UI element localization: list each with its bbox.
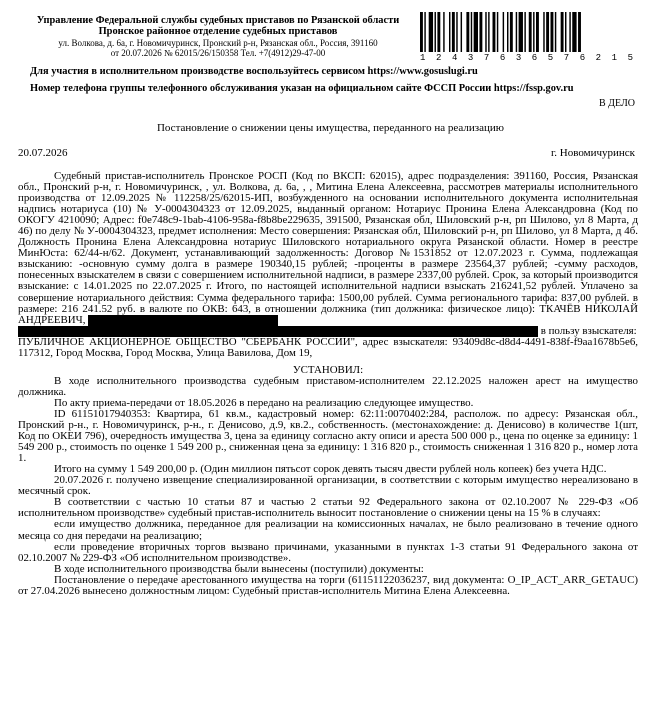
barcode-bar — [452, 12, 455, 52]
barcode-bar — [471, 12, 472, 52]
paragraph-10: Постановление о передаче арестованного имущества на торги (61151122036237, вид документа: O_IP_ACT_ARR_GETAUC) от 27.04.2026 вынесено должностным лицом: Судебный пристав-исполнитель Митина Елена Алексеевна. — [18, 573, 638, 597]
barcode-digit: 3 — [467, 53, 474, 63]
paragraph-1: В ходе исполнительного производства судебным приставом-исполнителем 22.12.2025 наложен арест на имущество должника. — [18, 374, 638, 398]
barcode-bar — [488, 12, 489, 52]
barcode-bar — [529, 12, 532, 52]
gosuslugi-note: Для участия в исполнительном производстве воспользуйтесь сервисом https://www.gosuslugi.ru — [30, 66, 478, 77]
barcode-bar — [551, 12, 554, 52]
barcode-digit: 6 — [579, 53, 586, 63]
document-city: г. Новомичуринск — [550, 147, 635, 159]
barcode-bar — [424, 12, 425, 52]
barcode-bar — [543, 12, 544, 52]
barcode-bar — [493, 12, 496, 52]
redacted-block — [18, 326, 538, 337]
paragraph-4: Итого на сумму 1 549 200,00 р. (Один миллион пятьсот сорок девять тысяч двести рублей ноль копеек) без учета НДС. — [54, 463, 607, 476]
barcode-bar — [503, 12, 504, 52]
established-heading: УСТАНОВИЛ: — [292, 363, 364, 376]
barcode-bar — [485, 12, 486, 52]
barcode-bar — [456, 12, 457, 52]
barcode-digit: 6 — [531, 53, 538, 63]
phone-note: Номер телефона группы телефонного обслуживания указан на официальном сайте ФССП России https://fssp.gov.ru — [30, 83, 574, 94]
barcode-digit: 1 — [420, 53, 426, 63]
barcode-digit: 7 — [483, 53, 490, 63]
v-delo-mark: В ДЕЛО — [599, 98, 635, 109]
barcode-bar — [536, 12, 539, 52]
barcode-digit: 2 — [595, 53, 602, 63]
barcode-bar — [569, 12, 570, 52]
barcode-digit: 6 — [499, 53, 506, 63]
intro-paragraph: Судебный пристав-исполнитель Пронское РОСП (Код по ВКСП: 62015), адрес подразделения: 391160, Россия, Рязанская обл., Пронский р-н, г. Новомичуринск, , ул. Волкова, д. 6а, , , Митина Елена Алексеевна, рассмотрев материалы исполнительного производства от 12.09.2025 № 112258/25/62015-ИП, возбужденного на основании исполнительного документа исполнительная надпись нотариуса (10) № У-0004304323 от 12.09.2025, выданный органом: Нотариус Пронина Елена Александровна (Код по ОКОГУ 4210090; Адрес: f0e748c9-1bab-4106-958a-f8b8be229635, 391500, Рязанская обл, Шиловский р-н, рп Шилово, ул 8 Марта, д 46) по делу № У-0004304323, предмет исполнения: Место совершения: Рязанская обл, Шиловский р-н, рп Шилово, ул 8 Марта, д 4б. Должность Пронина Елена Александровна нотариус Шиловского нотариального округа Рязанской области. Номер в реестре МинЮста: 62/44-н/62. Документ, устанавливающий задолженность: Договор №1531852 от 12.07.2023 г. Сумма, подлежащая взысканию: -основную сумму долга в размере 190340,15 рублей; -проценты в размере 23564,37 рублей; -сумму расходов, понесенных взыскателем в связи с совершением исполнительной надписи, в размере 2337,00 рублей. Срок, за который производится взыскание: с 14.01.2025 по 22.07.2025 г. Итого, по настоящей исполнительной надписи взыскать 216241,52 рублей. Уплачено за совершение нотариального действия: Сумма федерального тарифа: 1500,00 рублей. Сумма регионального тарифа: 837,00 рублей. в размере: 216 241.52 руб. в валюте по ОКВ: 643, в отношении должника (тип должника: физическое лицо): ТКАЧЁВ НИКОЛАЙ АНДРЕЕВИЧ, в пользу взыскателя: — [18, 170, 638, 337]
barcode-bar — [497, 12, 498, 52]
barcode-bar — [474, 12, 478, 52]
document-date: 20.07.2026 — [18, 147, 68, 159]
barcode-bar — [516, 12, 517, 52]
barcode-bar — [443, 12, 444, 52]
department-name: Пронское районное отделение судебных приставов — [98, 25, 338, 37]
barcode-bar — [429, 12, 433, 52]
barcode-bar — [565, 12, 566, 52]
barcode-bar — [555, 12, 556, 52]
barcode-digit: 4 — [451, 53, 458, 63]
barcode-bar — [449, 12, 450, 52]
barcode-digit: 5 — [547, 53, 554, 63]
reference-line: от 20.07.2026 № 62015/26/150358 Тел. +7(4912)29-47-00 — [110, 47, 326, 58]
document-title: Постановление о снижении цены имущества, переданного на реализацию — [156, 122, 505, 134]
paragraph-6: В соответствии с частью 10 статьи 87 и частью 2 статьи 92 Федерального закона от 02.10.2007 № 229-ФЗ «Об исполнительном производстве» судебный пристав-исполнитель выносит постановление о снижении цены на 15 % в случаях: — [18, 496, 638, 520]
organization-header — [20, 16, 416, 58]
org-name: Управление Федеральной службы судебных приставов по Рязанской области — [36, 15, 400, 26]
barcode-bar — [461, 12, 462, 52]
barcode-bar — [435, 12, 436, 52]
barcode-digit: 2 — [435, 53, 442, 63]
paragraph-2: По акту приема-передачи от 18.05.2026 в передано на реализацию следующее имущество. — [54, 396, 474, 409]
barcode-digit: 5 — [627, 53, 633, 63]
claimant-paragraph: ПУБЛИЧНОЕ АКЦИОНЕРНОЕ ОБЩЕСТВО "СБЕРБАНК РОССИИ", адрес взыскателя: 93409d8c-d8d4-4491-838f-f9aa1678b5e6, 117312, Город Москва, Город Москва, Улица Вавилова, Дом 19, — [18, 335, 638, 359]
paragraph-8: если проведение вторичных торгов вызвано причинами, указанными в пунктах 1-3 статьи 91 Федерального закона от 02.10.2007 № 229-ФЗ «Об исполнительном производстве». — [18, 540, 638, 564]
barcode-bar — [510, 12, 513, 52]
barcode-bar — [437, 12, 440, 52]
org-address: ул. Волкова, д. 6а, г. Новомичуринск, Пронский р-н, Рязанская обл., Россия, 391160 — [58, 37, 378, 48]
barcode-digit: 3 — [515, 53, 522, 63]
paragraph-9: В ходе исполнительного производства были вынесены (поступили) документы: — [54, 562, 424, 575]
redacted-block — [88, 315, 278, 326]
barcode-bar — [519, 12, 523, 52]
barcode-bar — [524, 12, 525, 52]
document-body — [18, 171, 638, 597]
barcode-digit: 1 — [611, 53, 618, 63]
barcode-bar — [572, 12, 576, 52]
paragraph-3: ID 61151017940353: Квартира, 61 кв.м., кадастровый номер: 62:11:0070402:284, располож. по адресу: Рязанская обл., Пронский р-н., г. Новомичуринск, р-н., г. Денисово, д.9, кв.2., собственность. (местонахождение: д. Денисово) в количестве 1(шт, Код по ОКЕИ 796), очередность имущества 3, цена за единицу согласно акту описи и ареста 500 000 р., цена по оценке за единицу: 1 549 200 р., стоимость по оценке 1 549 200 р., сниженная цена за единицу: 1 316 820 р., стоимость сниженная 1 316 820 р., номер лота 1. — [18, 407, 638, 465]
barcode-digits — [420, 53, 633, 63]
paragraph-7: если имущество должника, переданное для реализации на комиссионных началах, не было реализовано в течение одного месяца со дня передачи на реализацию; — [18, 518, 638, 542]
barcode-bar — [507, 12, 508, 52]
barcode-bar — [479, 12, 482, 52]
paragraph-5: 20.07.2026 г. получено извещение специализированной организации, в соответствии с которым имущество нереализовано в месячный срок. — [18, 474, 638, 498]
barcode-bar — [546, 12, 549, 52]
barcode-digit: 7 — [563, 53, 570, 63]
barcode-bar — [561, 12, 564, 52]
claimant-tail: в пользу взыскателя: — [540, 324, 637, 337]
barcode-bar — [578, 12, 581, 52]
barcode-bar — [466, 12, 469, 52]
barcode-bar — [420, 12, 423, 52]
barcode-bar — [533, 12, 534, 52]
